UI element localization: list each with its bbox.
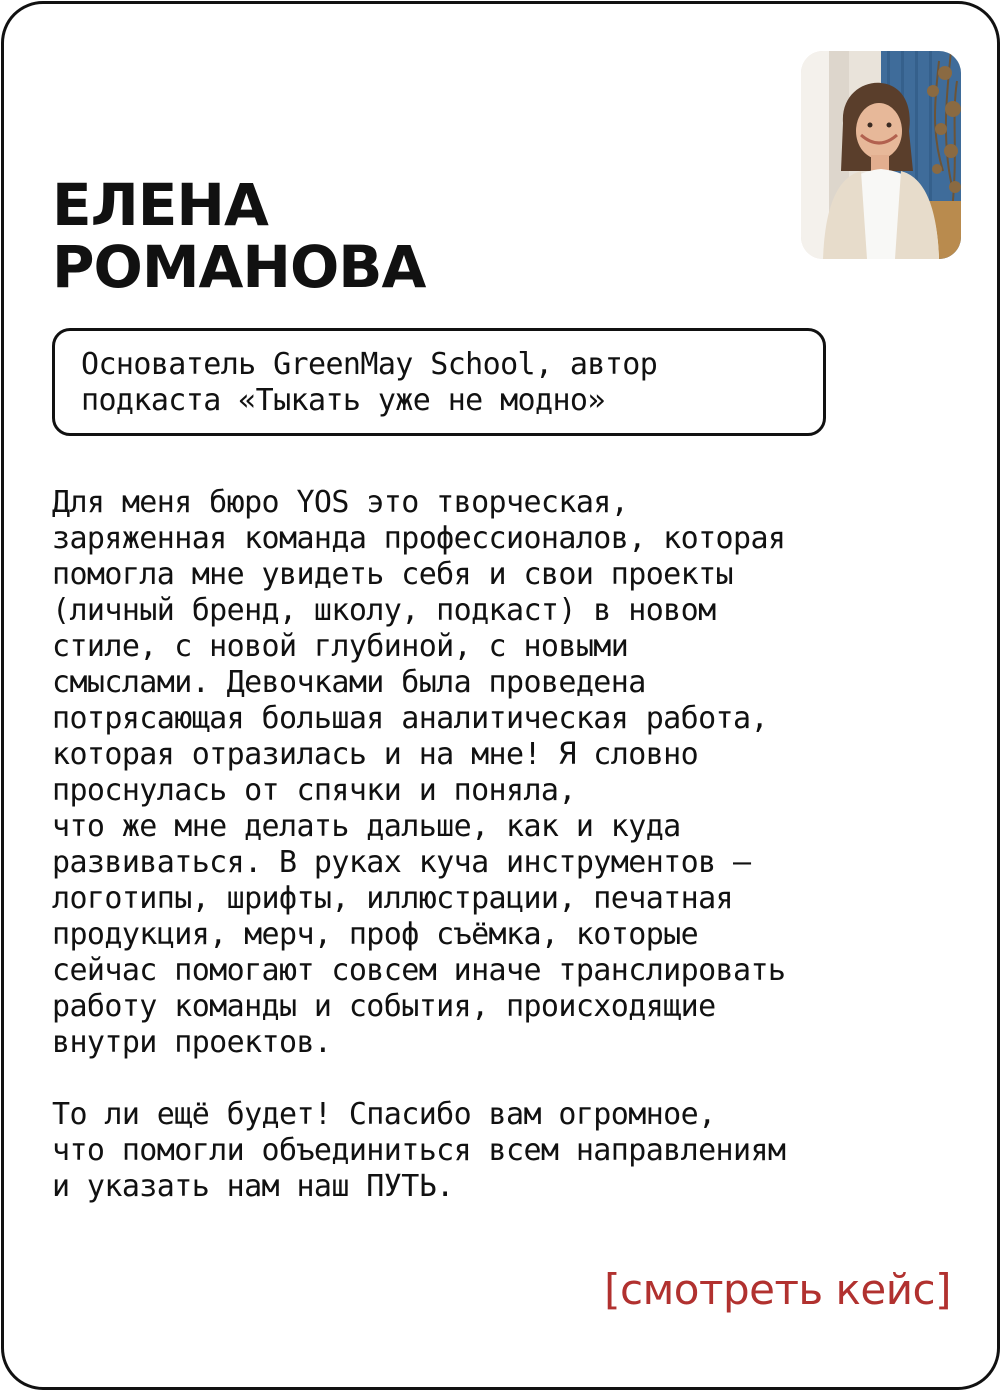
person-last-name: РОМАНОВА: [52, 233, 426, 301]
testimonial-card: [1, 1, 1000, 1390]
person-role: Основатель GreenMay School, автор подкаста «Тыкать уже не модно»: [81, 347, 658, 418]
testimonial-paragraph: То ли ещё будет! Спасибо вам огромное, что помогли объединиться всем направлениям и указать нам наш ПУТЬ.: [52, 1097, 786, 1204]
testimonial-paragraph: Для меня бюро YOS это творческая, заряженная команда профессионалов, которая помогла мне увидеть себя и свои проекты (личный бренд, школу, подкаст) в новом стиле, с новой глубиной, с новыми смыслами. Девочками была проведена потрясающая большая аналитическая работа, которая отразилась и на мне! Я словно проснулась от спячки и поняла, что же мне делать дальше, как и куда развиваться. В руках куча инструментов — логотипы, шрифты, иллюстрации, печатная продукция, мерч, проф съёмка, которые сейчас помогают совсем иначе транслировать работу команды и события, происходящие внутри проектов.: [52, 485, 786, 1060]
person-first-name: ЕЛЕНА: [52, 171, 268, 239]
view-case-link[interactable]: [смотреть кейс]: [604, 1265, 951, 1314]
testimonial-text: [52, 485, 972, 1205]
person-name: [52, 171, 426, 301]
person-photo: [801, 51, 961, 259]
role-box: [52, 328, 826, 436]
